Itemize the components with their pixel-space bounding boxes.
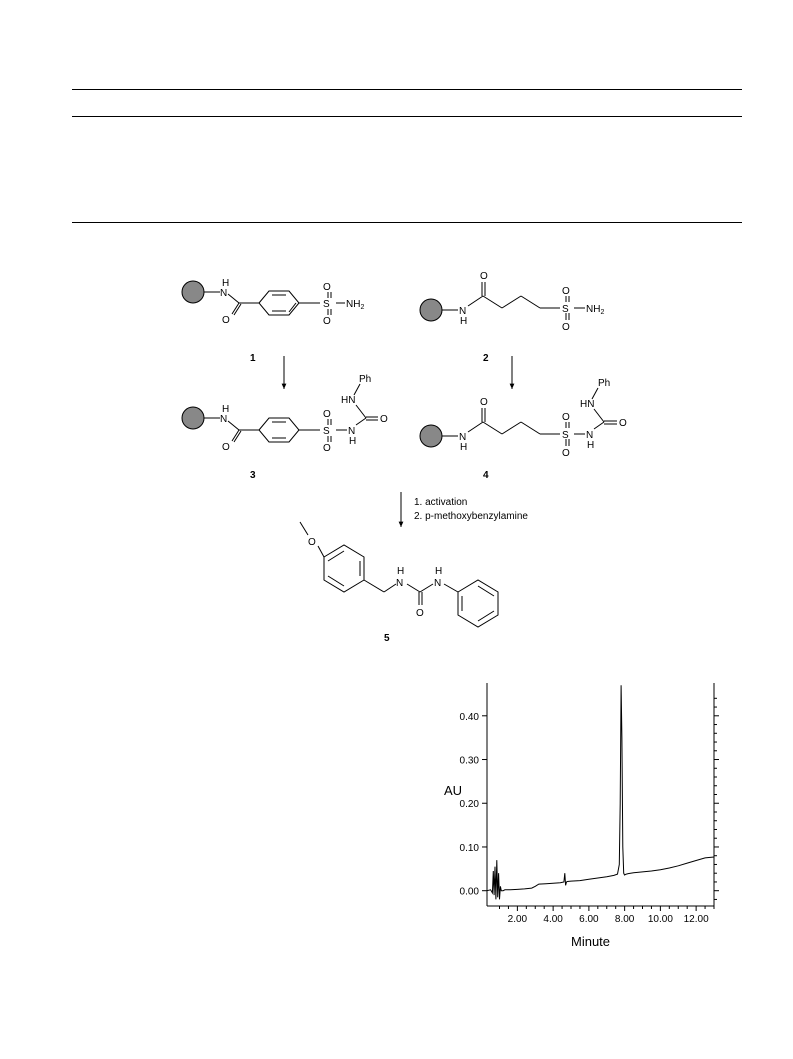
- atom-label: Ph: [598, 378, 611, 389]
- chromatogram-trace: [487, 685, 714, 899]
- atom-label: H: [222, 404, 230, 415]
- atom-label: O: [323, 409, 331, 420]
- atom-label: O: [562, 322, 570, 333]
- y-tick-label: 0.10: [459, 842, 479, 854]
- compound-number: 3: [250, 470, 256, 481]
- atom-label: Ph: [359, 374, 372, 385]
- atom-label: S: [562, 430, 569, 441]
- x-tick-label: 4.00: [543, 914, 563, 925]
- atom-label: S: [323, 426, 330, 437]
- atom-label: H: [349, 436, 357, 447]
- atom-label: O: [619, 418, 627, 429]
- atom-label: O: [480, 271, 488, 282]
- compound-number: 5: [384, 633, 390, 644]
- x-tick-label: 6.00: [579, 914, 599, 925]
- atom-label: H: [397, 566, 405, 577]
- atom-label: O: [380, 414, 388, 425]
- y-axis-label: AU: [444, 783, 463, 798]
- atom-label: N: [220, 414, 228, 425]
- atom-label: S: [562, 304, 569, 315]
- compound-number: 2: [483, 353, 489, 364]
- atom-label: O: [308, 537, 316, 548]
- atom-label: O: [562, 286, 570, 297]
- atom-label: O: [416, 608, 424, 619]
- x-tick-label: 2.00: [507, 914, 528, 925]
- atom-label: S: [323, 299, 330, 310]
- y-tick-label: 0.20: [459, 799, 479, 811]
- atom-label: H: [460, 442, 468, 453]
- atom-label: N: [459, 432, 467, 443]
- y-tick-label: 0.00: [459, 886, 479, 898]
- atom-label: HN: [580, 399, 595, 410]
- atom-label: O: [323, 443, 331, 454]
- atom-label: O: [480, 397, 488, 408]
- atom-label: HN: [341, 395, 356, 406]
- x-axis-label: Minute: [571, 934, 611, 949]
- x-tick-label: 8.00: [614, 914, 635, 925]
- atom-label: H: [435, 566, 443, 577]
- atom-label: H: [587, 440, 595, 451]
- compound-number: 4: [483, 470, 489, 481]
- chart-ticks: [460, 698, 719, 925]
- atom-label: O: [562, 448, 570, 459]
- atom-label: $NH_2$: [586, 304, 605, 316]
- atom-label: H: [222, 278, 230, 289]
- atom-label: N: [586, 430, 594, 441]
- y-tick-label: 0.30: [459, 755, 479, 767]
- atom-label: O: [222, 442, 230, 453]
- atom-label: N: [220, 288, 228, 299]
- atom-label: N: [434, 578, 442, 589]
- compound-number: 1: [250, 353, 256, 364]
- atom-label: O: [323, 282, 331, 293]
- atom-label: H: [460, 316, 468, 327]
- atom-label: $NH_2$: [346, 299, 365, 311]
- atom-label: O: [323, 316, 331, 327]
- atom-label: O: [222, 315, 230, 326]
- chart-axes: [487, 683, 714, 906]
- reaction-condition: 2. p-methoxybenzylamine: [414, 511, 528, 522]
- atom-label: O: [562, 412, 570, 423]
- x-tick-label: 12.00: [683, 914, 709, 925]
- reaction-condition: 1. activation: [414, 497, 468, 508]
- y-tick-label: 0.40: [459, 711, 479, 723]
- x-tick-label: 10.00: [647, 914, 673, 925]
- atom-label: N: [348, 426, 356, 437]
- atom-label: N: [459, 306, 467, 317]
- atom-label: N: [396, 578, 404, 589]
